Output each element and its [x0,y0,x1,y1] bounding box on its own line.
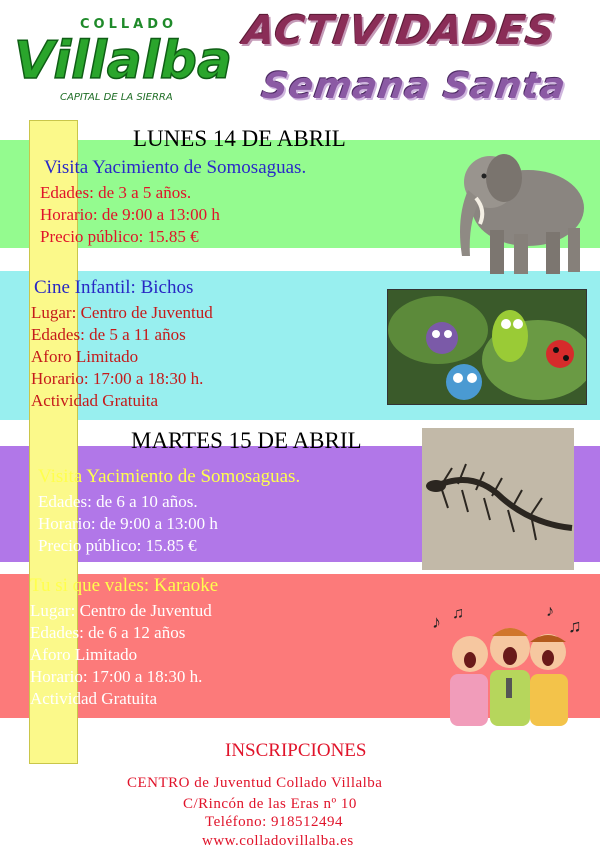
activity-details [30,600,212,710]
day1-label: LUNES 14 DE ABRIL [133,126,346,151]
detail-line: Horario: 17:00 a 18:30 h. [31,369,204,388]
svg-text:♪: ♪ [546,603,554,620]
activity-heading: Visita Yacimiento de Somosaguas. [44,157,307,178]
logo-tagline: CAPITAL DE LA SIERRA [60,92,173,103]
fossil-illustration [422,428,574,570]
detail-line: Horario: de 9:00 a 13:00 h [40,205,220,224]
activity-details [38,491,218,557]
contact-website-link[interactable]: www.colladovillalba.es [202,833,354,849]
activity-heading: Cine Infantil: Bichos [34,277,194,298]
svg-text:♪: ♪ [432,612,441,632]
detail-line: Lugar: Centro de Juventud [30,601,212,620]
detail-line: Edades: de 3 a 5 años. [40,183,192,202]
activity-details [31,302,213,412]
logo-main-word: Villalba [14,31,233,91]
detail-line: Horario: 17:00 a 18:30 h. [30,667,203,686]
inscripciones-heading: INSCRIPCIONES [225,740,367,761]
logo-top-word: COLLADO [80,17,178,32]
svg-text:♫: ♫ [568,616,582,636]
detail-line: Actividad Gratuita [31,391,158,410]
villalba-logo [14,8,234,108]
bugs-movie-illustration [387,289,587,405]
detail-line: Actividad Gratuita [30,689,157,708]
activity-heading: Tu si que vales: Karaoke [30,575,219,596]
detail-line: Edades: de 5 a 11 años [31,325,186,344]
title-actividades: ACTIVIDADES [240,8,559,54]
detail-line: Precio público: 15.85 € [40,227,199,246]
activity-heading: Visita Yacimiento de Somosaguas. [38,466,301,487]
activity-details [40,182,220,248]
contact-address-name: CENTRO de Juventud Collado Villalba [127,775,383,791]
detail-line: Aforo Limitado [30,645,138,664]
svg-text:♫: ♫ [452,605,464,622]
contact-street: C/Rincón de las Eras nº 10 [183,796,357,812]
karaoke-kids-illustration [428,602,588,730]
contact-phone: Teléfono: 918512494 [205,814,344,830]
title-semana-santa: Semana Santa [259,66,569,107]
detail-line: Horario: de 9:00 a 13:00 h [38,514,218,533]
detail-line: Precio público: 15.85 € [38,536,197,555]
day2-label: MARTES 15 DE ABRIL [131,428,362,453]
elephant-illustration [446,138,596,280]
detail-line: Aforo Limitado [31,347,139,366]
detail-line: Edades: de 6 a 12 años [30,623,186,642]
detail-line: Edades: de 6 a 10 años. [38,492,198,511]
detail-line: Lugar: Centro de Juventud [31,303,213,322]
